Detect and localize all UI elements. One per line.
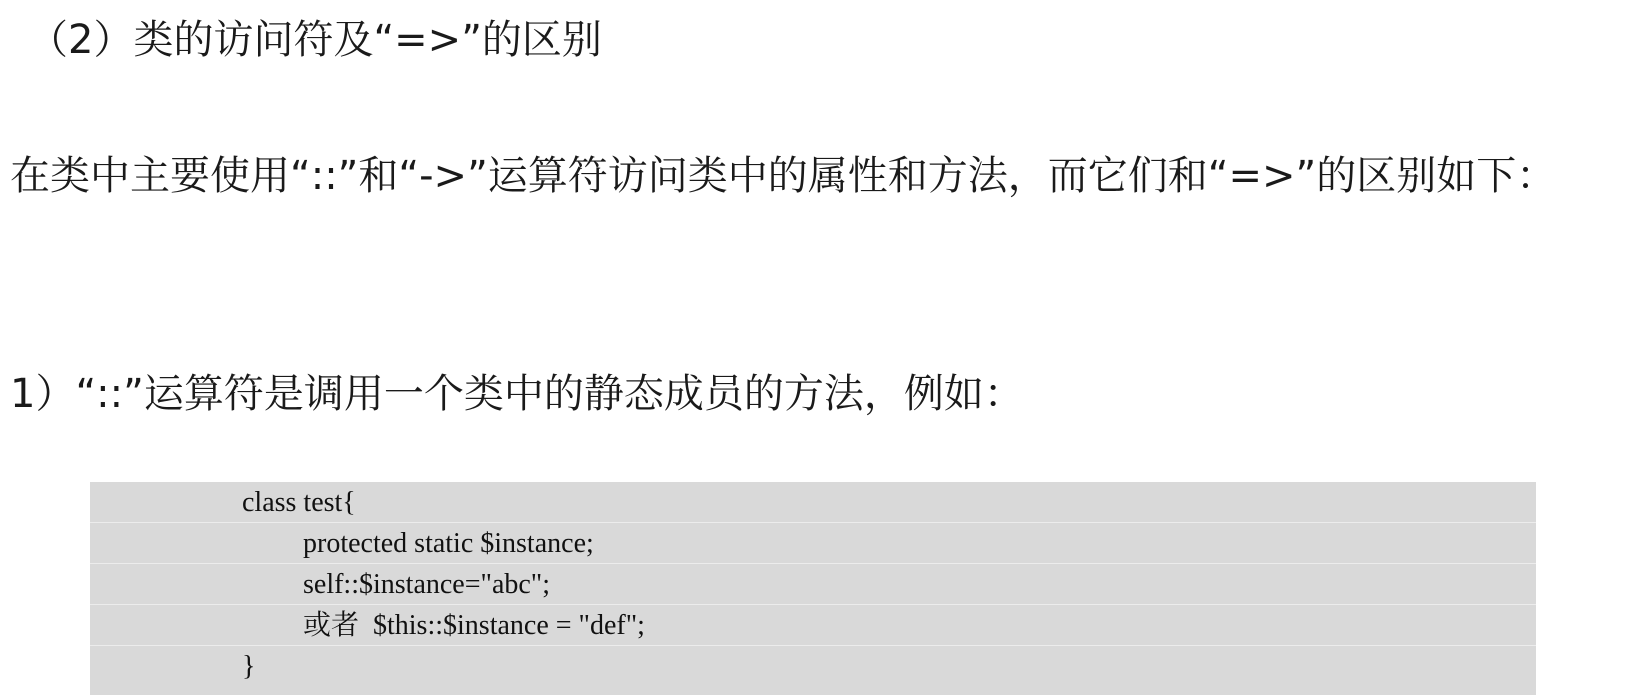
section-heading: （2）类的访问符及“=>”的区别 [28,17,602,63]
code-line: class test{ [90,482,1536,523]
code-line: } [242,651,256,682]
code-line: protected static $instance; [90,523,1536,564]
point-1-text: 1）“::”运算符是调用一个类中的静态成员的方法，例如： [10,371,1024,417]
code-line: 或者 $this::$instance = "def"; [90,605,1536,646]
code-line: self::$instance="abc"; [90,564,1536,605]
intro-paragraph: 在类中主要使用“::”和“->”运算符访问类中的属性和方法，而它们和“=>”的区别如下： [10,153,1557,199]
code-block [90,482,1536,695]
